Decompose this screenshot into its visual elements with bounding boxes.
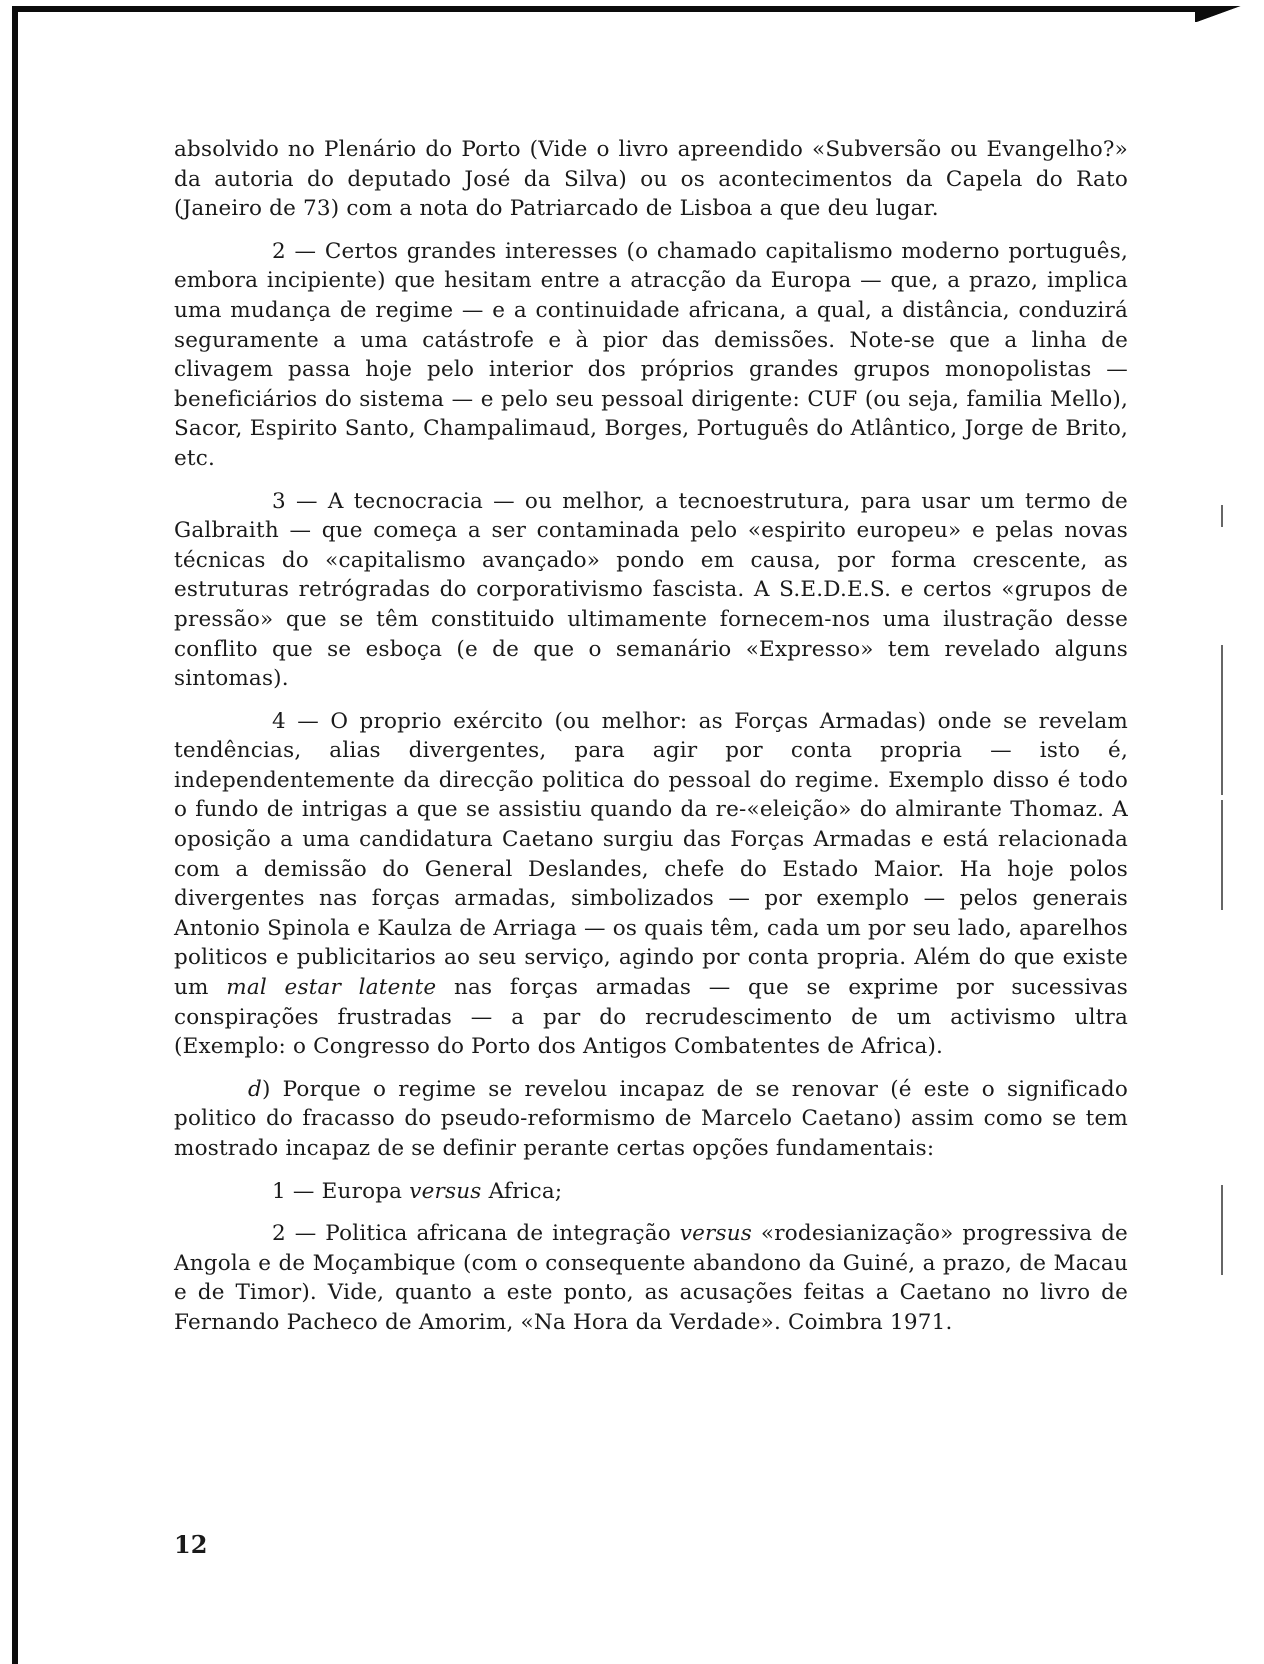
list-item-1-suffix: Africa; [488, 1178, 563, 1204]
margin-mark [1221, 645, 1223, 795]
paragraph-item-4 [174, 707, 1128, 1062]
paragraph-d [174, 1075, 1128, 1164]
list-item-2-italic: versus [679, 1221, 753, 1247]
paragraph-item-4-text-a: 4 — O proprio exército (ou melhor: as Forças Armadas) onde se revelam tendências, alias divergentes, para agir por conta propria — isto é, independentemente da direcção politica do pessoal do regime. Exemplo disso é todo o fundo de intrigas a que se assistiu quando da re-«eleição» do almirante Thomaz. A oposição a uma candidatura Caetano surgiu das Forças Armadas e está relacionada com a demissão do General Deslandes, chefe do Estado Maior. Ha hoje polos divergentes nas forças armadas, simbolizados — por exemplo — pelos generais Antonio Spinola e Kaulza de Arriaga — os quais têm, cada um por seu lado, aparelhos politicos e publicitarios ao seu serviço, agindo por conta propria. Além do que existe um [174, 708, 1128, 1001]
list-item-1-prefix: 1 — Europa [272, 1178, 403, 1204]
paragraph-d-text: ) Porque o regime se revelou incapaz de se renovar (é este o significado politico do fracasso do pseudo-reformismo de Marcelo Caetano) assim como se tem mostrado incapaz de se definir perante certas opções fundamentais: [174, 1076, 1128, 1161]
margin-mark [1221, 1185, 1223, 1275]
page-number: 12 [174, 1530, 208, 1559]
list-item-1 [174, 1177, 1128, 1207]
list-item-1-italic: versus [409, 1178, 482, 1204]
document-body [174, 135, 1128, 1351]
paragraph-continuation: absolvido no Plenário do Porto (Vide o livro apreendido «Subversão ou Evangelho?» da autoria do deputado José da Silva) ou os acontecimentos da Capela do Rato (Janeiro de 73) com a nota do Patriarcado de Lisboa a que deu lugar. [174, 137, 1128, 222]
list-item-2 [174, 1219, 1128, 1337]
scan-corner-mark [1195, 6, 1264, 22]
paragraph-item-2: 2 — Certos grandes interesses (o chamado capitalismo moderno português, embora incipiente) que hesitam entre a atracção da Europa — que, a prazo, implica uma mudança de regime — e a continuidade africana, a qual, a distância, conduzirá seguramente a uma catástrofe e à pior das demissões. Note-se que a linha de clivagem passa hoje pelo interior dos próprios grandes grupos monopolistas — beneficiários do sistema — e pelo seu pessoal dirigente: CUF (ou seja, familia Mello), Sacor, Espirito Santo, Champalimaud, Borges, Português do Atlântico, Jorge de Brito, etc. [174, 238, 1128, 471]
list-item-2-prefix: 2 — Politica africana de integração [272, 1221, 671, 1247]
paragraph-item-4-text-b: nas forças armadas — que se exprime por sucessivas conspirações frustradas — a par do recrudescimento de um activismo ultra (Exemplo: o Congresso do Porto dos Antigos Combatentes de Africa). [174, 975, 1128, 1060]
scan-border-top [12, 6, 1222, 12]
paragraph-item-3: 3 — A tecnocracia — ou melhor, a tecnoestrutura, para usar um termo de Galbraith — que começa a ser contaminada pelo «espirito europeu» e pelas novas técnicas do «capitalismo avançado» pondo em causa, por forma crescente, as estruturas retrógradas do corporativismo fascista. A S.E.D.E.S. e certos «grupos de pressão» que se têm constituido ultimamente fornecem-nos uma ilustração desse conflito que se esboça (e de que o semanário «Expresso» tem revelado alguns sintomas). [174, 488, 1128, 692]
paragraph-d-label: d [248, 1076, 262, 1102]
margin-mark [1221, 800, 1223, 910]
margin-mark [1221, 505, 1223, 527]
list-item-2-suffix: «rodesianização» progressiva de Angola e de Moçambique (com o consequente abandono da Guiné, a prazo, de Macau e de Timor). Vide, quanto a este ponto, as acusações feitas a Caetano no livro de Fernando Pacheco de Amorim, «Na Hora da Verdade». Coimbra 1971. [174, 1221, 1128, 1335]
scan-border-left [12, 6, 18, 1664]
paragraph-item-4-italic: mal estar latente [226, 975, 437, 1001]
